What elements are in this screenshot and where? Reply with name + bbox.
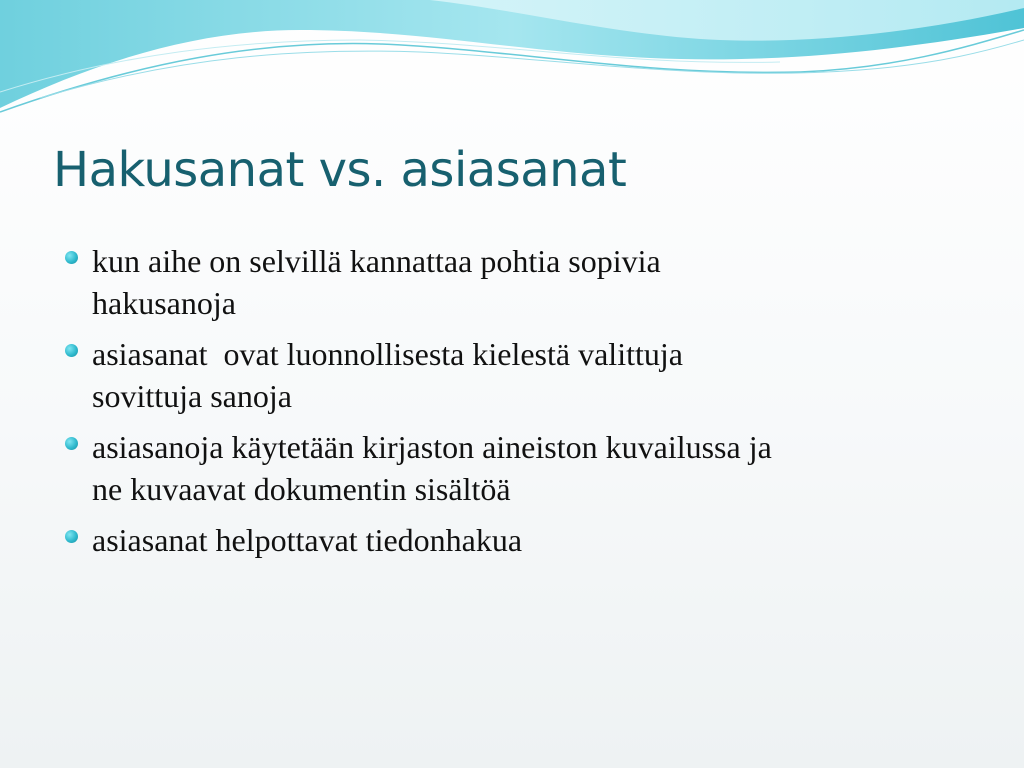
bullet-dot-icon [65,251,78,264]
bullet-list [64,240,964,570]
bullet-text-line-1: asiasanat ovat luonnollisesta kielestä valittuja [92,336,683,372]
bullet-text-line-1: kun aihe on selvillä kannattaa pohtia sopivia [92,243,661,279]
bullet-dot-icon [65,344,78,357]
slide-title: Hakusanat vs. asiasanat [53,142,627,198]
bullet-text-line-2: sovittuja sanoja [92,378,292,414]
bullet-item [64,333,964,417]
bullet-text-line-1: asiasanoja käytetään kirjaston aineiston kuvailussa ja [92,429,772,465]
bullet-dot-icon [65,530,78,543]
bullet-text-line-2: ne kuvaavat dokumentin sisältöä [92,471,511,507]
bullet-item [64,426,964,510]
bullet-item [64,519,964,561]
bullet-dot-icon [65,437,78,450]
bullet-item [64,240,964,324]
bullet-text-line-1: asiasanat helpottavat tiedonhakua [92,522,523,558]
bullet-text-line-2: hakusanoja [92,285,236,321]
decorative-wave-banner [0,0,1024,120]
